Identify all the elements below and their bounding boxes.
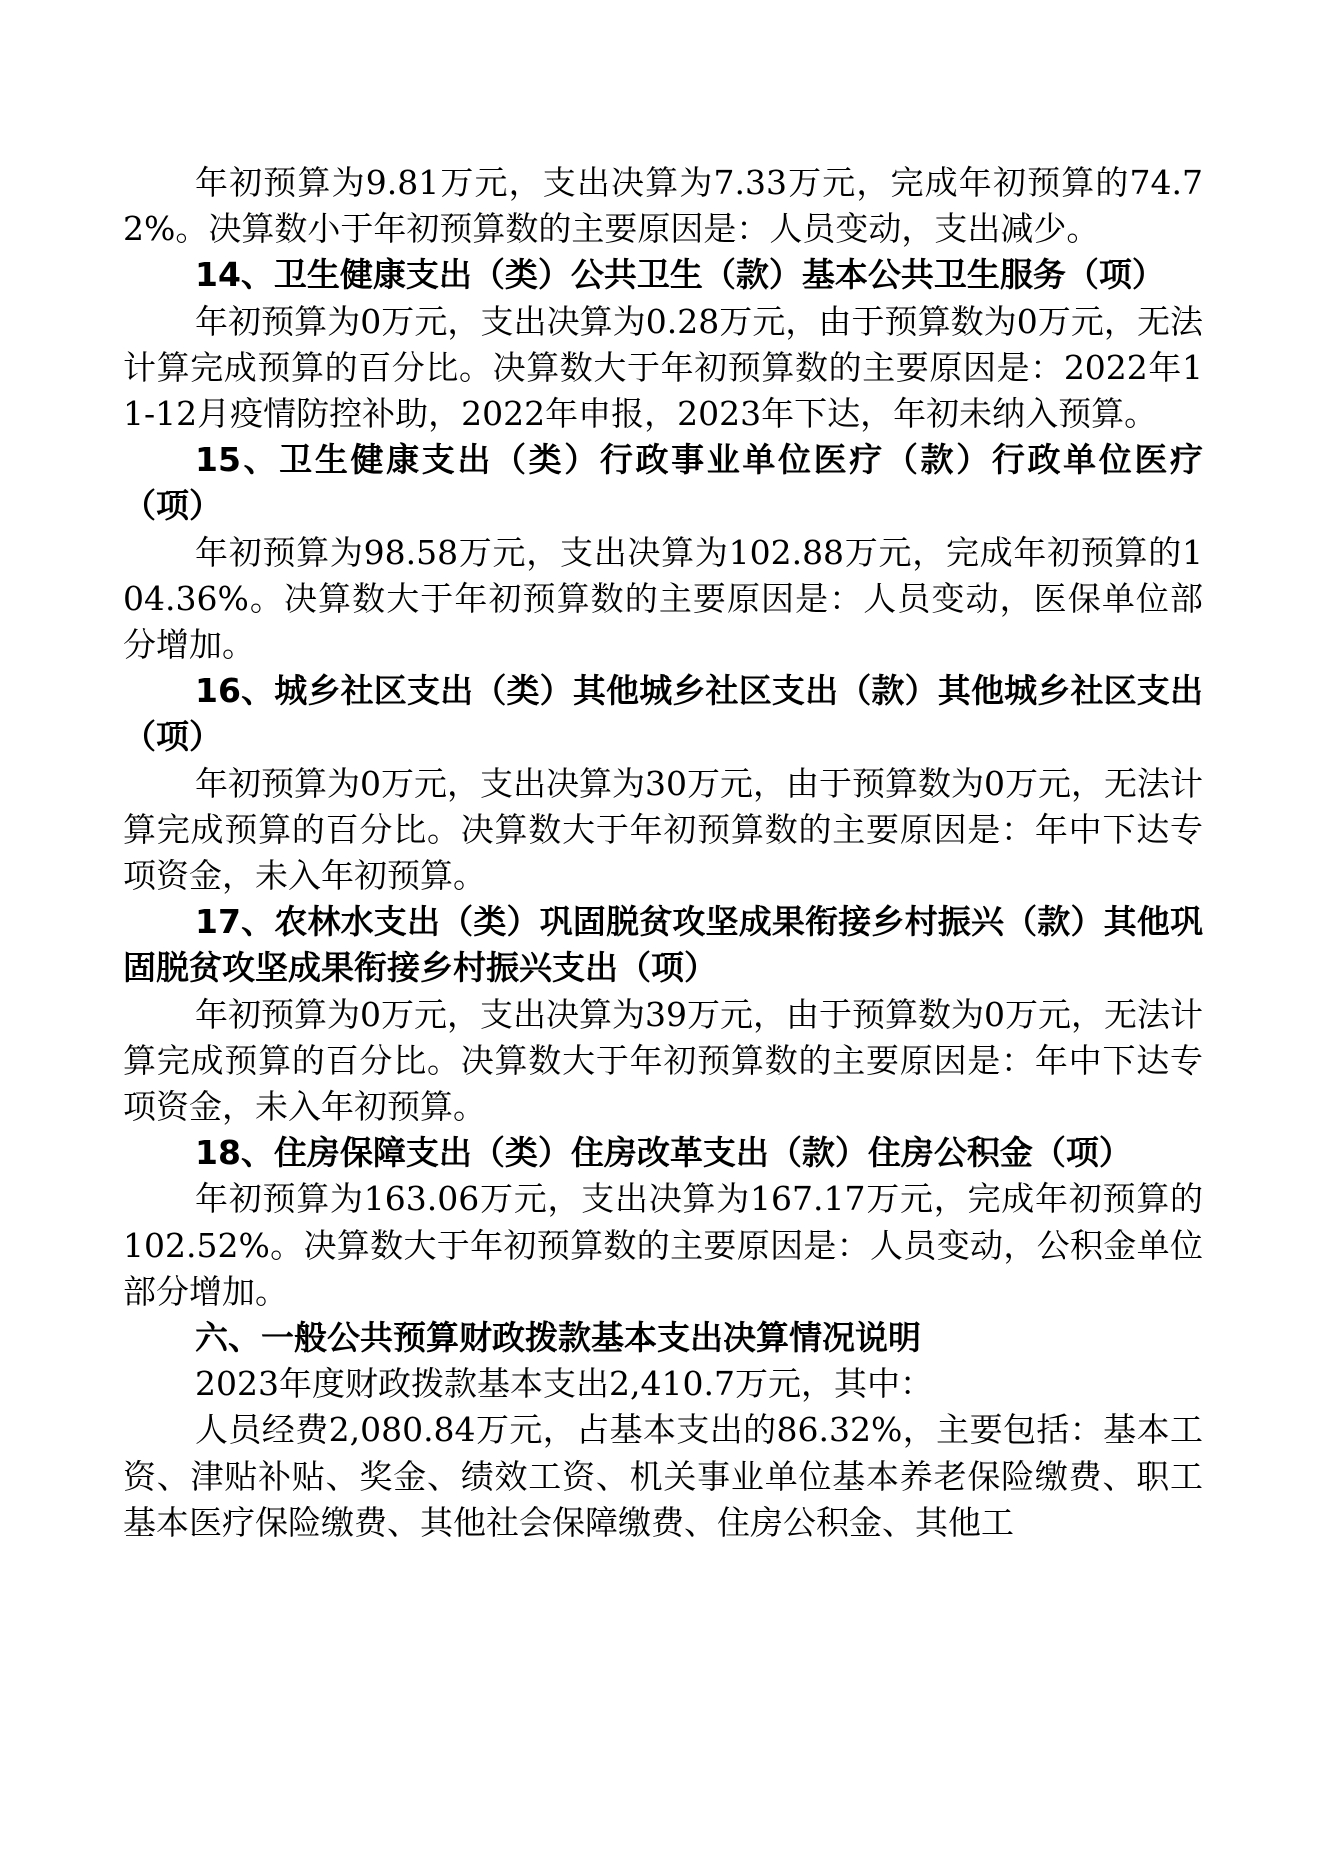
paragraph-item17-budget-explanation: 年初预算为0万元，支出决算为39万元，由于预算数为0万元，无法计算完成预算的百分比。决算数大于年初预算数的主要原因是：年中下达专项资金，未入年初预算。 [123,994,1203,1127]
document-body [123,160,1203,1546]
heading-item17-rural-revitalization: 17、农林水支出（类）巩固脱贫攻坚成果衔接乡村振兴（款）其他巩固脱贫攻坚成果衔接乡村振兴支出（项） [123,902,1203,988]
paragraph-personnel-expenses: 人员经费2,080.84万元，占基本支出的86.32%，主要包括：基本工资、津贴补贴、奖金、绩效工资、机关事业单位基本养老保险缴费、职工基本医疗保险缴费、其他社会保障缴费、住房公积金、其他工 [123,1410,1203,1542]
heading-item15-administrative-medical: 15、卫生健康支出（类）行政事业单位医疗（款）行政单位医疗（项） [123,440,1203,526]
paragraph-item18-budget-explanation: 年初预算为163.06万元，支出决算为167.17万元，完成年初预算的102.52%。决算数大于年初预算数的主要原因是：人员变动，公积金单位部分增加。 [123,1179,1203,1311]
paragraph-item13-budget-explanation: 年初预算为9.81万元，支出决算为7.33万元，完成年初预算的74.72%。决算数小于年初预算数的主要原因是：人员变动，支出减少。 [123,163,1203,249]
heading-item18-housing-provident-fund: 18、住房保障支出（类）住房改革支出（款）住房公积金（项） [195,1133,1132,1173]
paragraph-item14-budget-explanation: 年初预算为0万元，支出决算为0.28万元，由于预算数为0万元，无法计算完成预算的百分比。决算数大于年初预算数的主要原因是：2022年11-12月疫情防控补助，2022年申报，2023年下达，年初未纳入预算。 [123,301,1203,434]
heading-section6-basic-expenditure: 六、一般公共预算财政拨款基本支出决算情况说明 [195,1318,921,1358]
paragraph-item16-budget-explanation: 年初预算为0万元，支出决算为30万元，由于预算数为0万元，无法计算完成预算的百分比。决算数大于年初预算数的主要原因是：年中下达专项资金，未入年初预算。 [123,763,1203,896]
paragraph-item15-budget-explanation: 年初预算为98.58万元，支出决算为102.88万元，完成年初预算的104.36%。决算数大于年初预算数的主要原因是：人员变动，医保单位部分增加。 [123,532,1203,665]
paragraph-basic-expenditure-total: 2023年度财政拨款基本支出2,410.7万元，其中： [195,1364,933,1404]
heading-item16-urban-rural-community: 16、城乡社区支出（类）其他城乡社区支出（款）其他城乡社区支出（项） [123,671,1203,757]
heading-item14-public-health-services: 14、卫生健康支出（类）公共卫生（款）基本公共卫生服务（项） [195,255,1165,295]
